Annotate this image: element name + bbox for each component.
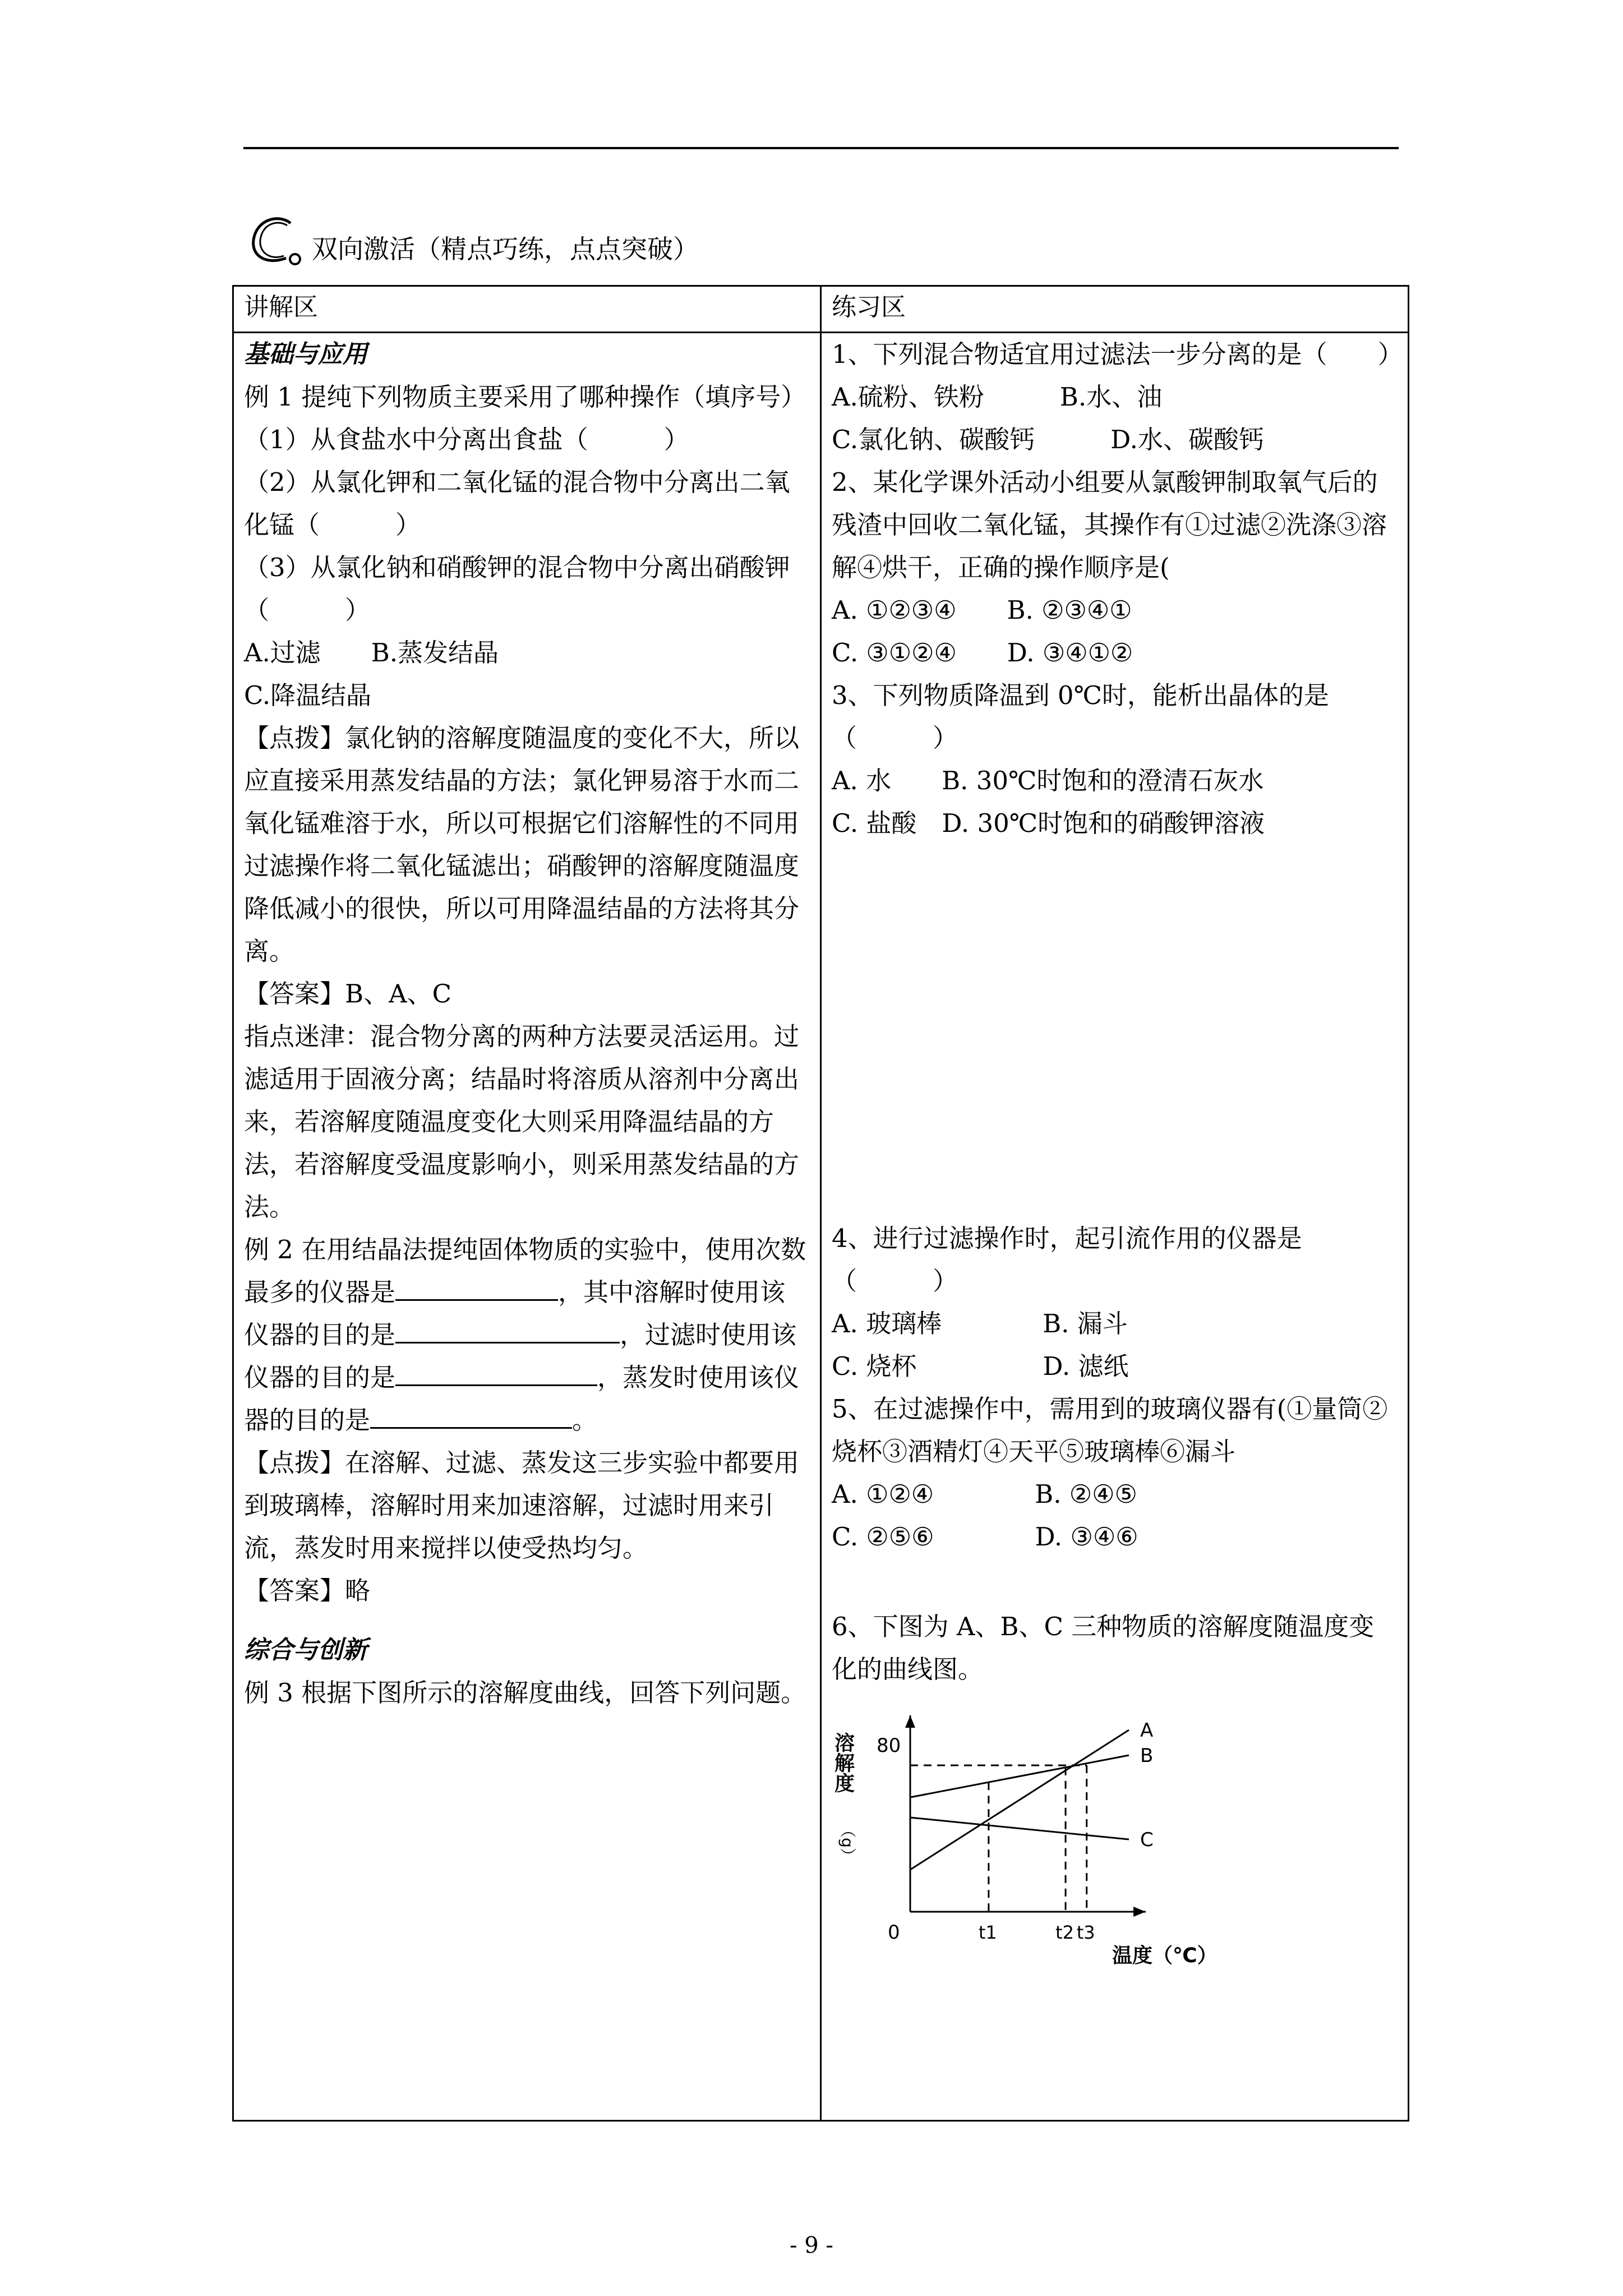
answer-blank bbox=[395, 1318, 620, 1343]
example-2-part-a: 例 2 在用结晶法提纯固体物质的实验中，使用次数最多的仪器是 bbox=[244, 1235, 806, 1307]
example-2-answer: 【答案】略 bbox=[244, 1576, 371, 1605]
question-3-options-ab: A. 水 B. 30℃时饱和的澄清石灰水 bbox=[832, 766, 1264, 795]
x-tick-label: t1 bbox=[978, 1922, 997, 1943]
question-2-options-ab: A. ①②③④ B. ②③④① bbox=[832, 595, 1132, 625]
x-axis-label: 温度（℃） bbox=[1112, 1944, 1218, 1967]
example-1-q3: （3）从氯化钠和硝酸钾的混合物中分离出硝酸钾（ ） bbox=[244, 553, 790, 625]
answer-blank bbox=[395, 1361, 597, 1386]
solubility-chart bbox=[832, 1699, 1258, 1968]
series-a-line bbox=[910, 1730, 1129, 1870]
y-axis-arrow bbox=[905, 1715, 915, 1728]
question-6-stem: 6、下图为 A、B、C 三种物质的溶解度随温度变化的曲线图。 bbox=[832, 1612, 1375, 1684]
question-3-stem: 3、下列物质降温到 0℃时，能析出晶体的是（ ） bbox=[832, 680, 1329, 753]
answer-space bbox=[832, 845, 1398, 1217]
example-2-part-c: ，过滤时使用该仪器的目的是 bbox=[244, 1320, 797, 1392]
explanation-column bbox=[233, 333, 821, 2121]
example-1-options-ab: A.过滤 B.蒸发结晶 bbox=[244, 638, 499, 668]
x-tick-label: t3 bbox=[1076, 1922, 1095, 1943]
question-4-options-ab: A. 玻璃棒 B. 漏斗 bbox=[832, 1309, 1128, 1338]
question-4-options-cd: C. 烧杯 D. 滤纸 bbox=[832, 1351, 1129, 1381]
answer-blank bbox=[395, 1276, 558, 1301]
series-b-label: B bbox=[1140, 1745, 1154, 1767]
question-5-stem: 5、在过滤操作中，需用到的玻璃仪器有(①量筒②烧杯③酒精灯④天平⑤玻璃棒⑥漏斗 bbox=[832, 1394, 1388, 1466]
example-1-stem: 例 1 提纯下列物质主要采用了哪种操作（填序号） bbox=[244, 382, 806, 412]
y-axis-label: 溶解度 bbox=[832, 1732, 855, 1793]
question-4-stem: 4、进行过滤操作时，起引流作用的仪器是（ ） bbox=[832, 1223, 1302, 1296]
answer-blank bbox=[370, 1404, 572, 1429]
question-5-options-ab: A. ①②④ B. ②④⑤ bbox=[832, 1479, 1137, 1509]
section-title-synthesis: 综合与创新 bbox=[244, 1636, 367, 1664]
example-1-answer: 【答案】B、A、C bbox=[244, 979, 451, 1009]
section-heading bbox=[247, 213, 699, 269]
question-1-options-ab: A.硫粉、铁粉 B.水、油 bbox=[832, 382, 1163, 412]
header-rule bbox=[243, 147, 1399, 149]
question-2-stem: 2、某化学课外活动小组要从氯酸钾制取氧气后的残渣中回收二氧化锰，其操作有①过滤②洗涤③溶解④烘干，正确的操作顺序是( bbox=[832, 467, 1387, 582]
example-1-q2: （2）从氯化钾和二氧化锰的混合物中分离出二氧化锰（ ） bbox=[244, 467, 790, 540]
example-2-part-e: 。 bbox=[572, 1405, 598, 1435]
question-5-options-cd: C. ②⑤⑥ D. ③④⑥ bbox=[832, 1522, 1138, 1552]
series-b-line bbox=[910, 1755, 1129, 1797]
practice-column bbox=[821, 333, 1409, 2121]
example-1-hint: 【点拨】氯化钠的溶解度随温度的变化不大，所以应直接采用蒸发结晶的方法；氯化钾易溶于水而二氧化锰难溶于水，所以可根据它们溶解性的不同用过滤操作将二氧化锰滤出；硝酸钾的溶解度随温度降低减小的很快，所以可用降温结晶的方法将其分离。 bbox=[244, 723, 800, 966]
exercise-table bbox=[232, 285, 1409, 2122]
question-1-options-cd: C.氯化钠、碳酸钙 D.水、碳酸钙 bbox=[832, 425, 1264, 454]
left-column-header: 讲解区 bbox=[233, 286, 821, 333]
example-2-hint: 【点拨】在溶解、过滤、蒸发这三步实验中都要用到玻璃棒，溶解时用来加速溶解，过滤时用来引流，蒸发时用来搅拌以使受热均匀。 bbox=[244, 1448, 800, 1563]
example-3-stem: 例 3 根据下图所示的溶解度曲线，回答下列问题。 bbox=[244, 1678, 806, 1708]
example-2-part-b: ，其中溶解时使用该仪器的目的是 bbox=[244, 1277, 786, 1350]
origin-label: 0 bbox=[888, 1921, 900, 1944]
right-column-header: 练习区 bbox=[821, 286, 1409, 333]
page-number: - 9 - bbox=[790, 2233, 833, 2258]
example-1-tip: 指点迷津：混合物分离的两种方法要灵活运用。过滤适用于固液分离；结晶时将溶质从溶剂中分离出来，若溶解度随温度变化大则采用降温结晶的方法，若溶解度受温度影响小，则采用蒸发结晶的方法。 bbox=[244, 1022, 800, 1222]
c-logo-icon bbox=[247, 213, 308, 269]
series-a-label: A bbox=[1140, 1719, 1154, 1742]
series-c-line bbox=[910, 1818, 1129, 1839]
heading-text: 双向激活（精点巧练，点点突破） bbox=[312, 234, 699, 264]
series-c-label: C bbox=[1140, 1829, 1154, 1851]
x-tick-label: t2 bbox=[1055, 1922, 1074, 1943]
x-axis-arrow bbox=[1133, 1907, 1146, 1917]
example-2-part-d: ，蒸发时使用该仪器的目的是 bbox=[244, 1363, 800, 1435]
example-1-q1: （1）从食盐水中分离出食盐（ ） bbox=[244, 425, 689, 454]
question-1-stem: 1、下列混合物适宜用过滤法一步分离的是（ ） bbox=[832, 339, 1403, 369]
y-tick-label: 80 bbox=[877, 1734, 901, 1757]
question-3-options-cd: C. 盐酸 D. 30℃时饱和的硝酸钾溶液 bbox=[832, 808, 1265, 838]
y-axis-unit: （g） bbox=[838, 1822, 857, 1864]
question-2-options-cd: C. ③①②④ D. ③④①② bbox=[832, 638, 1133, 668]
section-title-basics: 基础与应用 bbox=[244, 340, 367, 369]
example-2-text bbox=[244, 1228, 810, 1442]
example-1-options-c: C.降温结晶 bbox=[244, 680, 372, 710]
